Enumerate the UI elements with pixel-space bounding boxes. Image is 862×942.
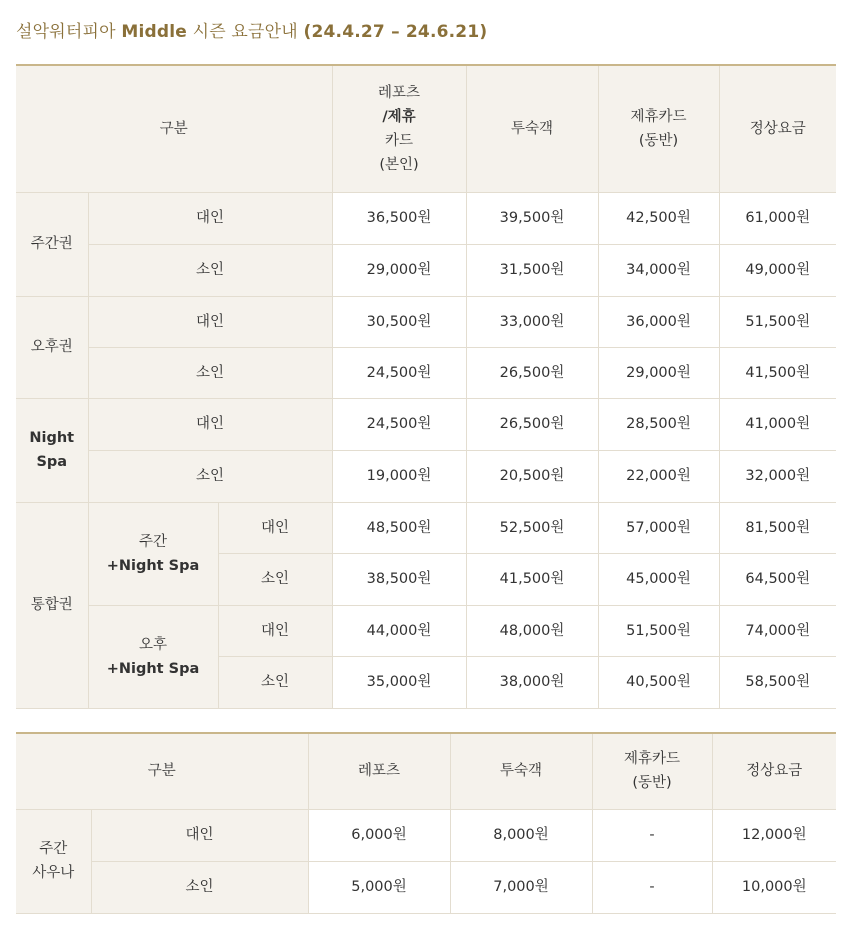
table-row xyxy=(16,192,836,244)
price-cell: 41,000원 xyxy=(719,398,836,450)
price-cell: 48,000원 xyxy=(466,605,598,656)
price-cell: 34,000원 xyxy=(598,244,719,296)
price-cell: 36,500원 xyxy=(332,192,466,244)
price-cell: 38,500원 xyxy=(332,553,466,605)
age-adult: 대인 xyxy=(218,605,332,656)
price-cell: 12,000원 xyxy=(712,809,836,861)
price-cell: 30,500원 xyxy=(332,296,466,347)
price-cell: 7,000원 xyxy=(450,861,592,913)
price-cell: 51,500원 xyxy=(719,296,836,347)
day-sauna-price-table xyxy=(16,732,836,914)
table-row xyxy=(16,861,836,913)
price-cell: 45,000원 xyxy=(598,553,719,605)
header-lodging-guest: 투숙객 xyxy=(466,65,598,192)
price-cell: 26,500원 xyxy=(466,398,598,450)
header-sports-partner-card: 레포츠 /제휴 카드 (본인) xyxy=(332,65,466,192)
table-row xyxy=(16,296,836,347)
table-row xyxy=(16,450,836,502)
price-cell: 28,500원 xyxy=(598,398,719,450)
age-child: 소인 xyxy=(88,244,332,296)
table-row xyxy=(16,347,836,398)
price-cell: 41,500원 xyxy=(719,347,836,398)
price-cell: 81,500원 xyxy=(719,502,836,553)
header-partner-card-companion: 제휴카드 (동반) xyxy=(598,65,719,192)
group-day-sauna: 주간 사우나 xyxy=(16,809,91,913)
price-cell: 10,000원 xyxy=(712,861,836,913)
price-cell: 33,000원 xyxy=(466,296,598,347)
price-cell: 31,500원 xyxy=(466,244,598,296)
price-cell: 29,000원 xyxy=(598,347,719,398)
age-adult: 대인 xyxy=(218,502,332,553)
group-night-spa: Night Spa xyxy=(16,398,88,502)
age-adult: 대인 xyxy=(88,398,332,450)
age-child: 소인 xyxy=(218,553,332,605)
group-combo-pass: 통합권 xyxy=(16,502,88,708)
price-cell: 22,000원 xyxy=(598,450,719,502)
middle-season-price-table xyxy=(16,64,836,709)
age-adult: 대인 xyxy=(91,809,308,861)
age-child: 소인 xyxy=(218,656,332,708)
table-row xyxy=(16,502,836,553)
age-child: 소인 xyxy=(91,861,308,913)
price-cell: 49,000원 xyxy=(719,244,836,296)
group-afternoon-pass: 오후권 xyxy=(16,296,88,398)
price-cell: 57,000원 xyxy=(598,502,719,553)
price-cell: 51,500원 xyxy=(598,605,719,656)
age-child: 소인 xyxy=(88,347,332,398)
price-cell: 48,500원 xyxy=(332,502,466,553)
price-cell: 44,000원 xyxy=(332,605,466,656)
price-cell: 39,500원 xyxy=(466,192,598,244)
price-cell: 42,500원 xyxy=(598,192,719,244)
price-cell: 38,000원 xyxy=(466,656,598,708)
price-cell: 35,000원 xyxy=(332,656,466,708)
table-row xyxy=(16,244,836,296)
price-cell: 24,500원 xyxy=(332,347,466,398)
header-regular-price: 정상요금 xyxy=(712,733,836,809)
group-day-pass: 주간권 xyxy=(16,192,88,296)
price-cell: 58,500원 xyxy=(719,656,836,708)
price-cell: 8,000원 xyxy=(450,809,592,861)
page-title: 설악워터피아 Middle 시즌 요금안내 (24.4.27 – 24.6.21) xyxy=(16,22,488,42)
age-child: 소인 xyxy=(88,450,332,502)
age-adult: 대인 xyxy=(88,296,332,347)
age-adult: 대인 xyxy=(88,192,332,244)
price-cell: 20,500원 xyxy=(466,450,598,502)
subgroup-day-night-spa: 주간 +Night Spa xyxy=(88,502,218,605)
price-cell: 74,000원 xyxy=(719,605,836,656)
subgroup-afternoon-night-spa: 오후 +Night Spa xyxy=(88,605,218,708)
header-regular-price: 정상요금 xyxy=(719,65,836,192)
price-cell: 26,500원 xyxy=(466,347,598,398)
price-cell: 40,500원 xyxy=(598,656,719,708)
table-row xyxy=(16,605,836,656)
table-row xyxy=(16,398,836,450)
price-cell: 41,500원 xyxy=(466,553,598,605)
price-cell: 24,500원 xyxy=(332,398,466,450)
header-lodging-guest: 투숙객 xyxy=(450,733,592,809)
price-cell: 36,000원 xyxy=(598,296,719,347)
header-category: 구분 xyxy=(16,733,308,809)
price-cell: - xyxy=(592,861,712,913)
price-cell: 29,000원 xyxy=(332,244,466,296)
price-cell: 61,000원 xyxy=(719,192,836,244)
table-header-row xyxy=(16,65,836,192)
price-cell: 5,000원 xyxy=(308,861,450,913)
price-cell: 6,000원 xyxy=(308,809,450,861)
header-partner-card-companion: 제휴카드 (동반) xyxy=(592,733,712,809)
header-category: 구분 xyxy=(16,65,332,192)
price-cell: 19,000원 xyxy=(332,450,466,502)
table-header-row xyxy=(16,733,836,809)
price-cell: 52,500원 xyxy=(466,502,598,553)
price-cell: 32,000원 xyxy=(719,450,836,502)
header-sports: 레포츠 xyxy=(308,733,450,809)
price-cell: - xyxy=(592,809,712,861)
price-cell: 64,500원 xyxy=(719,553,836,605)
table-row xyxy=(16,809,836,861)
